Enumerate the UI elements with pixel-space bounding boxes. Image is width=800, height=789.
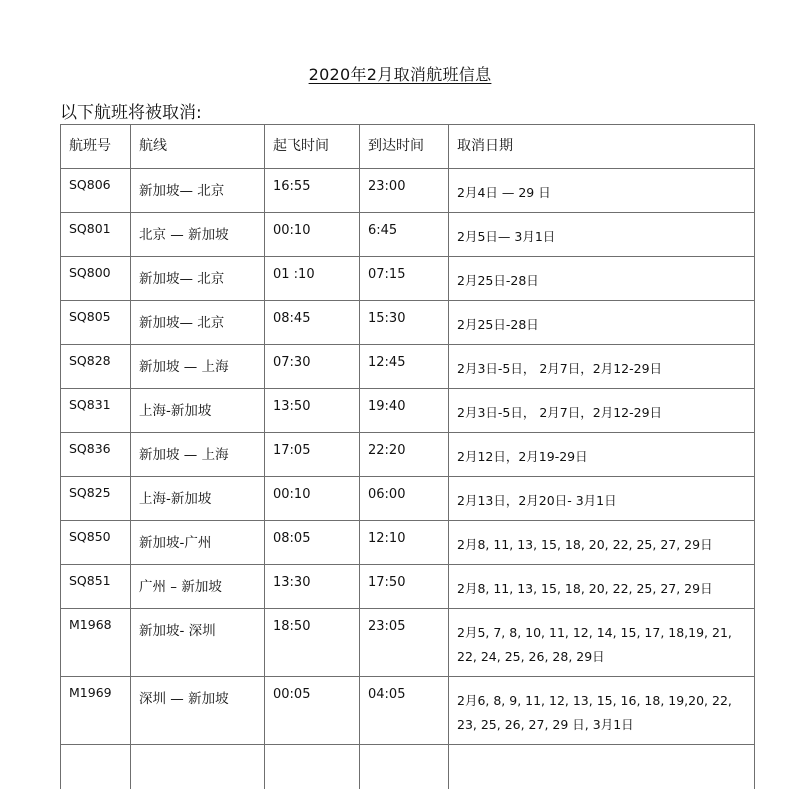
header-flight-number: 航班号 [61, 125, 131, 169]
cancel-dates: 2月12日，2月19-29日 [449, 433, 755, 477]
flight-route: 北京 — 新加坡 [131, 213, 265, 257]
flight-route: 新加坡— 北京 [131, 169, 265, 213]
flight-route: 新加坡— 北京 [131, 301, 265, 345]
flight-number: SQ825 [61, 477, 131, 521]
flight-number: SQ831 [61, 389, 131, 433]
table-row [61, 433, 755, 477]
arrival-time: 12:45 [360, 345, 449, 389]
header-departure-time: 起飞时间 [265, 125, 360, 169]
departure-time: 16:55 [265, 169, 360, 213]
cutoff-cell [131, 745, 265, 789]
table-row [61, 301, 755, 345]
table-row [61, 257, 755, 301]
flight-number: SQ850 [61, 521, 131, 565]
departure-time: 17:05 [265, 433, 360, 477]
departure-time: 00:10 [265, 213, 360, 257]
arrival-time: 06:00 [360, 477, 449, 521]
flight-route: 上海-新加坡 [131, 477, 265, 521]
arrival-time: 12:10 [360, 521, 449, 565]
departure-time: 00:05 [265, 677, 360, 745]
flight-number: SQ801 [61, 213, 131, 257]
flight-number: SQ851 [61, 565, 131, 609]
table-row [61, 477, 755, 521]
table-row [61, 213, 755, 257]
departure-time: 13:50 [265, 389, 360, 433]
flight-route: 新加坡- 深圳 [131, 609, 265, 677]
arrival-time: 23:05 [360, 609, 449, 677]
flight-cancellation-table [60, 124, 755, 789]
document-subtitle: 以下航班将被取消: [60, 103, 202, 123]
document-title: 2020年2月取消航班信息 [308, 65, 492, 84]
cutoff-cell [61, 745, 131, 789]
flight-number: SQ836 [61, 433, 131, 477]
departure-time: 01 :10 [265, 257, 360, 301]
cancel-dates: 2月13日，2月20日- 3月1日 [449, 477, 755, 521]
cutoff-cell [360, 745, 449, 789]
flight-number: SQ828 [61, 345, 131, 389]
cancel-dates: 2月6, 8, 9, 11, 12, 13, 15, 16, 18, 19,20, 22, 23, 25, 26, 27, 29 日, 3月1日 [449, 677, 755, 745]
cancel-dates: 2月25日-28日 [449, 257, 755, 301]
table-header-row [61, 125, 755, 169]
arrival-time: 6:45 [360, 213, 449, 257]
table-row [61, 345, 755, 389]
header-cancel-dates: 取消日期 [449, 125, 755, 169]
arrival-time: 22:20 [360, 433, 449, 477]
cancel-dates: 2月5日— 3月1日 [449, 213, 755, 257]
departure-time: 18:50 [265, 609, 360, 677]
cancel-dates: 2月3日-5日， 2月7日，2月12-29日 [449, 345, 755, 389]
departure-time: 07:30 [265, 345, 360, 389]
table-row-cutoff [61, 745, 755, 789]
flight-route: 广州 – 新加坡 [131, 565, 265, 609]
arrival-time: 04:05 [360, 677, 449, 745]
flight-route: 新加坡 — 上海 [131, 345, 265, 389]
cancel-dates: 2月4日 — 29 日 [449, 169, 755, 213]
arrival-time: 07:15 [360, 257, 449, 301]
departure-time: 08:45 [265, 301, 360, 345]
table-row [61, 521, 755, 565]
departure-time: 13:30 [265, 565, 360, 609]
cancel-dates: 2月5, 7, 8, 10, 11, 12, 14, 15, 17, 18,19, 21, 22, 24, 25, 26, 28, 29日 [449, 609, 755, 677]
departure-time: 08:05 [265, 521, 360, 565]
flight-number: SQ806 [61, 169, 131, 213]
cancel-dates: 2月8, 11, 13, 15, 18, 20, 22, 25, 27, 29日 [449, 565, 755, 609]
flight-route: 新加坡 — 上海 [131, 433, 265, 477]
cutoff-cell [265, 745, 360, 789]
table-row [61, 389, 755, 433]
arrival-time: 23:00 [360, 169, 449, 213]
flight-number: SQ800 [61, 257, 131, 301]
flight-route: 深圳 — 新加坡 [131, 677, 265, 745]
table-row [61, 609, 755, 677]
table-row [61, 677, 755, 745]
header-arrival-time: 到达时间 [360, 125, 449, 169]
cancel-dates: 2月3日-5日， 2月7日，2月12-29日 [449, 389, 755, 433]
cutoff-cell [449, 745, 755, 789]
flight-number: M1968 [61, 609, 131, 677]
arrival-time: 15:30 [360, 301, 449, 345]
departure-time: 00:10 [265, 477, 360, 521]
arrival-time: 19:40 [360, 389, 449, 433]
cancel-dates: 2月8, 11, 13, 15, 18, 20, 22, 25, 27, 29日 [449, 521, 755, 565]
arrival-time: 17:50 [360, 565, 449, 609]
flight-number: SQ805 [61, 301, 131, 345]
header-route: 航线 [131, 125, 265, 169]
cancel-dates: 2月25日-28日 [449, 301, 755, 345]
flight-route: 新加坡— 北京 [131, 257, 265, 301]
table-row [61, 169, 755, 213]
flight-route: 新加坡-广州 [131, 521, 265, 565]
flight-number: M1969 [61, 677, 131, 745]
table-row [61, 565, 755, 609]
flight-route: 上海-新加坡 [131, 389, 265, 433]
